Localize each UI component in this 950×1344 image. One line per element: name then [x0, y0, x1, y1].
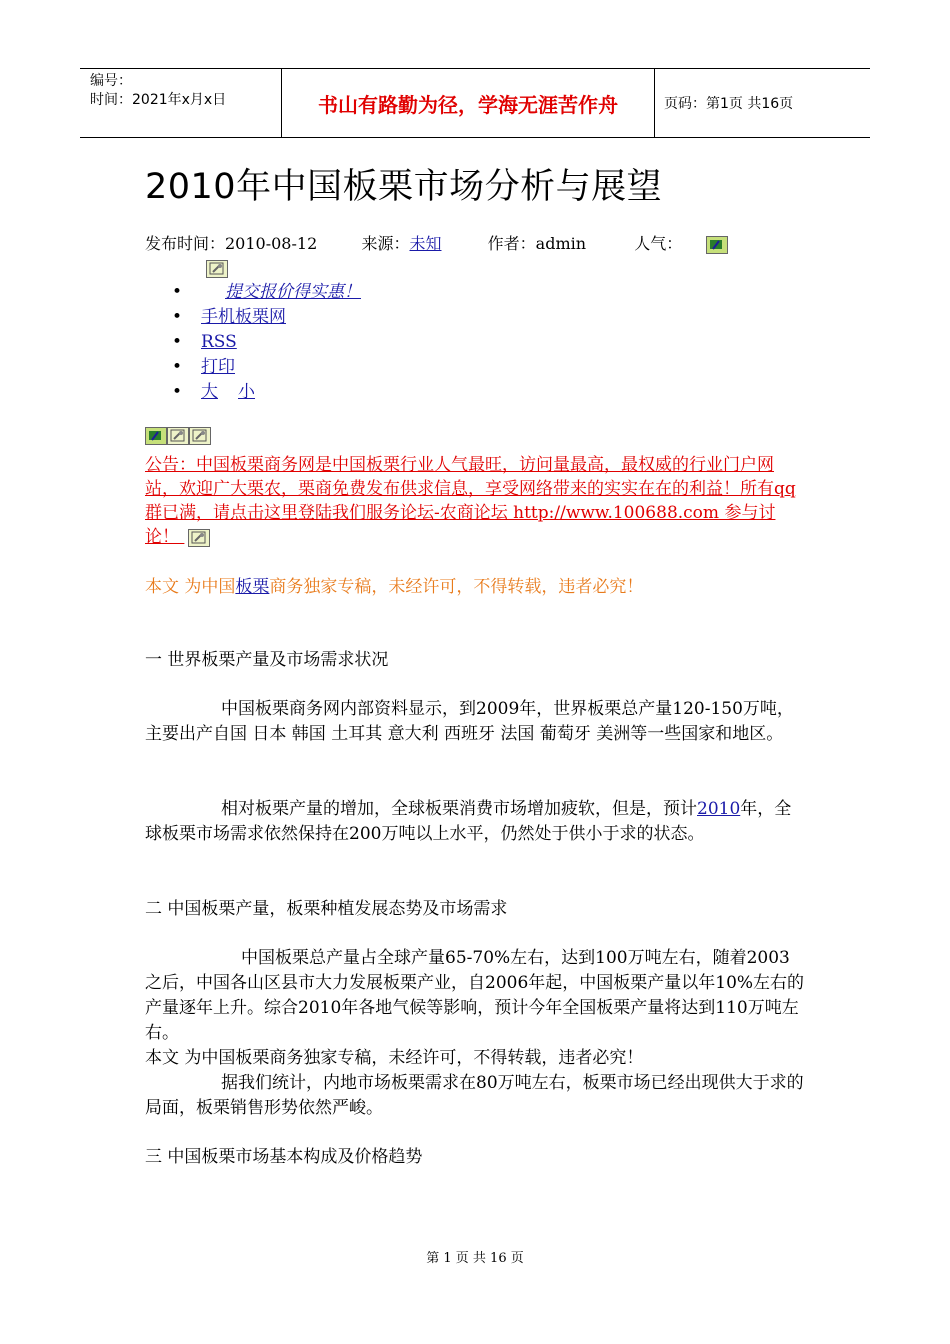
mobile-site-link[interactable]: 手机板栗网	[201, 307, 286, 327]
header-motto: 书山有路勤为径，学海无涯苦作舟	[281, 69, 655, 137]
section-heading-1: 一 世界板栗产量及市场需求状况	[145, 650, 389, 670]
article-meta	[145, 232, 728, 280]
menu-item-quote[interactable]	[150, 280, 361, 305]
number-label: 编号：	[90, 73, 132, 89]
menu-item-font-size[interactable]	[150, 380, 361, 405]
exclusive-prefix: 本文 为中国	[145, 577, 236, 597]
popularity-label: 人气：	[634, 234, 683, 253]
article-menu	[150, 280, 361, 405]
time-label: 时间：2021年x月x日	[90, 92, 227, 108]
date-label: 发布时间：2010-08-12	[145, 234, 318, 253]
menu-item-print[interactable]	[150, 355, 361, 380]
rss-link[interactable]: RSS	[201, 332, 237, 352]
source-link[interactable]: 未知	[409, 234, 442, 253]
document-header	[80, 68, 870, 138]
paragraph-5: 据我们统计，内地市场板栗需求在80万吨左右，板栗市场已经出现供大于求的局面，板栗销售形势依然严峻。	[145, 1073, 804, 1118]
para2-after: 年，全球板栗市场需求依然保持在200万吨以上水平，仍然处于供小于求的状态。	[145, 799, 792, 844]
chestnut-link[interactable]: 板栗	[235, 577, 270, 597]
year-link[interactable]: 2010	[697, 799, 741, 819]
image-placeholder-icon	[188, 529, 210, 547]
image-placeholder-icon	[706, 236, 728, 254]
exclusive-suffix: 商务独家专稿，未经许可，不得转载，违者必究！	[269, 577, 644, 597]
menu-item-rss[interactable]	[150, 330, 361, 355]
author-label: 作者：admin	[487, 234, 587, 253]
print-link[interactable]: 打印	[201, 357, 235, 377]
paragraph-2	[145, 797, 805, 847]
image-placeholder-icon	[206, 260, 228, 278]
submit-quote-link[interactable]: 提交报价得实惠！	[225, 282, 361, 302]
paragraph-1: 中国板栗商务网内部资料显示，到2009年，世界板栗总产量120-150万吨，主要出产自国 日本 韩国 土耳其 意大利 西班牙 法国 葡萄牙 美洲等一些国家和地区。	[145, 699, 794, 744]
para2-before: 相对板栗产量的增加，全球板栗消费市场增加疲软，但是，预计	[221, 799, 697, 819]
image-placeholder-icon	[145, 427, 167, 445]
header-page-label: 页码：第1页 共16页	[664, 96, 794, 112]
page-title: 2010年中国板栗市场分析与展望	[145, 167, 663, 207]
paragraph-4: 本文 为中国板栗商务独家专稿，未经许可，不得转载，违者必究！	[145, 1048, 644, 1068]
section-heading-2: 二 中国板栗产量，板栗种植发展态势及市场需求	[145, 899, 508, 919]
notice-text[interactable]: 公告：中国板栗商务网是中国板栗行业人气最旺，访问量最高，最权威的行业门户网站，欢迎广大栗农，栗商免费发布供求信息，享受网络带来的实实在在的利益！所有qq群已满，请点击这里登陆我们服务论坛-农商论坛 http://www.100688.com 参与讨论！	[145, 455, 796, 547]
image-placeholder-icon	[167, 427, 189, 445]
header-meta-cell	[80, 69, 280, 137]
site-notice[interactable]	[145, 453, 805, 549]
source-label: 来源：	[361, 234, 410, 253]
page-footer: 第 1 页 共 16 页	[426, 1251, 524, 1266]
exclusive-notice	[145, 575, 643, 599]
menu-item-mobile[interactable]	[150, 305, 361, 330]
font-small-link[interactable]: 小	[238, 382, 255, 402]
paragraph-3: 中国板栗总产量占全球产量65-70%左右，达到100万吨左右，随着2003之后，中国各山区县市大力发展板栗产业，自2006年起，中国板栗产量以年10%左右的产量逐年上升。综合2010年各地气候等影响，预计今年全国板栗产量将达到110万吨左右。	[145, 948, 805, 1043]
image-placeholder-icon	[189, 427, 211, 445]
font-large-link[interactable]: 大	[201, 382, 218, 402]
icon-row	[145, 425, 211, 445]
section-heading-3: 三 中国板栗市场基本构成及价格趋势	[145, 1147, 423, 1167]
